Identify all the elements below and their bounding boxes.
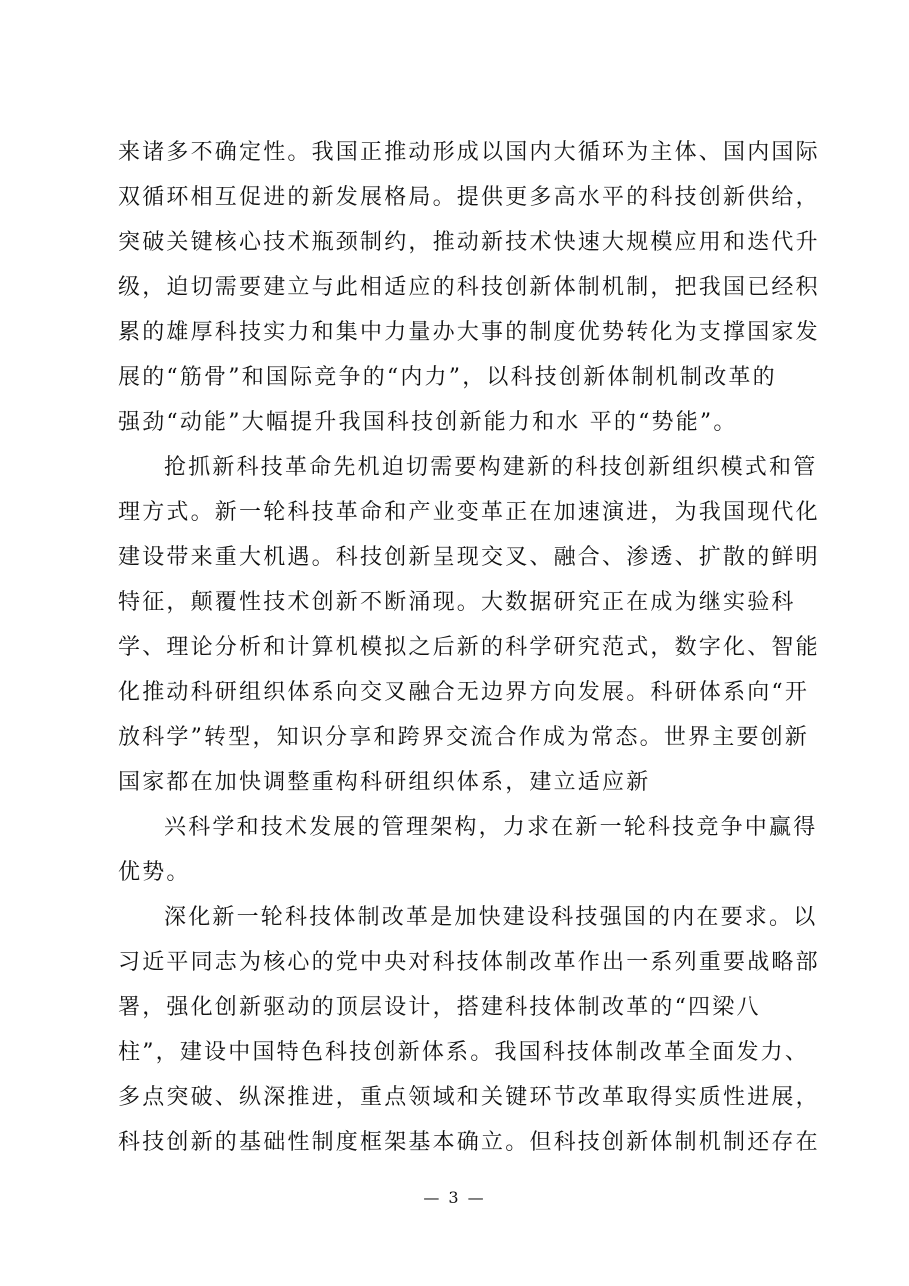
text-line: 展的“筋骨”和国际竞争的“内力”，以科技创新体制机制改革的 <box>118 365 777 390</box>
text-line: 级，迫切需要建立与此相适应的科技创新体制机制，把我国已经积 <box>118 275 820 300</box>
page-number: — 3 — <box>423 1188 486 1207</box>
text-line: 优势。 <box>118 860 191 885</box>
text-line: 习近平同志为核心的党中央对科技体制改革作出一系列重要战略部 <box>118 950 820 975</box>
text-line: 建设带来重大机遇。科技创新呈现交叉、融合、渗透、扩散的鲜明 <box>118 545 820 570</box>
text-line: 化推动科研组织体系向交叉融合无边界方向发展。科研体系向“开 <box>118 680 810 705</box>
text-line: 署，强化创新驱动的顶层设计，搭建科技体制改革的“四梁八 <box>118 995 761 1020</box>
text-line: 国家都在加快调整重构科研组织体系，建立适应新 <box>118 770 651 795</box>
text-line: 突破关键核心技术瓶颈制约，推动新技术快速大规模应用和迭代升 <box>118 230 820 255</box>
text-line: 强劲“动能”大幅提升我国科技创新能力和水 平的“势能”。 <box>118 410 738 435</box>
text-line: 特征，颠覆性技术创新不断涌现。大数据研究正在成为继实验科 <box>118 590 796 615</box>
text-line: 柱”，建设中国特色科技创新体系。我国科技体制改革全面发力、 <box>118 1040 810 1065</box>
text-line: 来诸多不确定性。我国正推动形成以国内大循环为主体、国内国际 <box>118 140 820 165</box>
text-line: 科技创新的基础性制度框架基本确立。但科技创新体制机制还存在 <box>118 1130 820 1155</box>
document-body <box>118 130 834 1165</box>
paragraph-first-line: 深化新一轮科技体制改革是加快建设科技强国的内在要求。以 <box>164 905 818 930</box>
text-line: 学、理论分析和计算机模拟之后新的科学研究范式，数字化、智能 <box>118 635 820 660</box>
text-line: 放科学”转型，知识分享和跨界交流合作成为常态。世界主要创新 <box>118 725 810 750</box>
text-line: 累的雄厚科技实力和集中力量办大事的制度优势转化为支撑国家发 <box>118 320 820 345</box>
paragraph-first-line: 兴科学和技术发展的管理架构，力求在新一轮科技竞争中赢得 <box>164 815 818 840</box>
paragraph-first-line: 抢抓新科技革命先机迫切需要构建新的科技创新组织模式和管 <box>164 455 818 480</box>
text-line: 理方式。新一轮科技革命和产业变革正在加速演进，为我国现代化 <box>118 500 820 525</box>
text-line: 多点突破、纵深推进，重点领域和关键环节改革取得实质性进展， <box>118 1085 820 1110</box>
text-line: 双循环相互促进的新发展格局。提供更多高水平的科技创新供给， <box>118 185 820 210</box>
